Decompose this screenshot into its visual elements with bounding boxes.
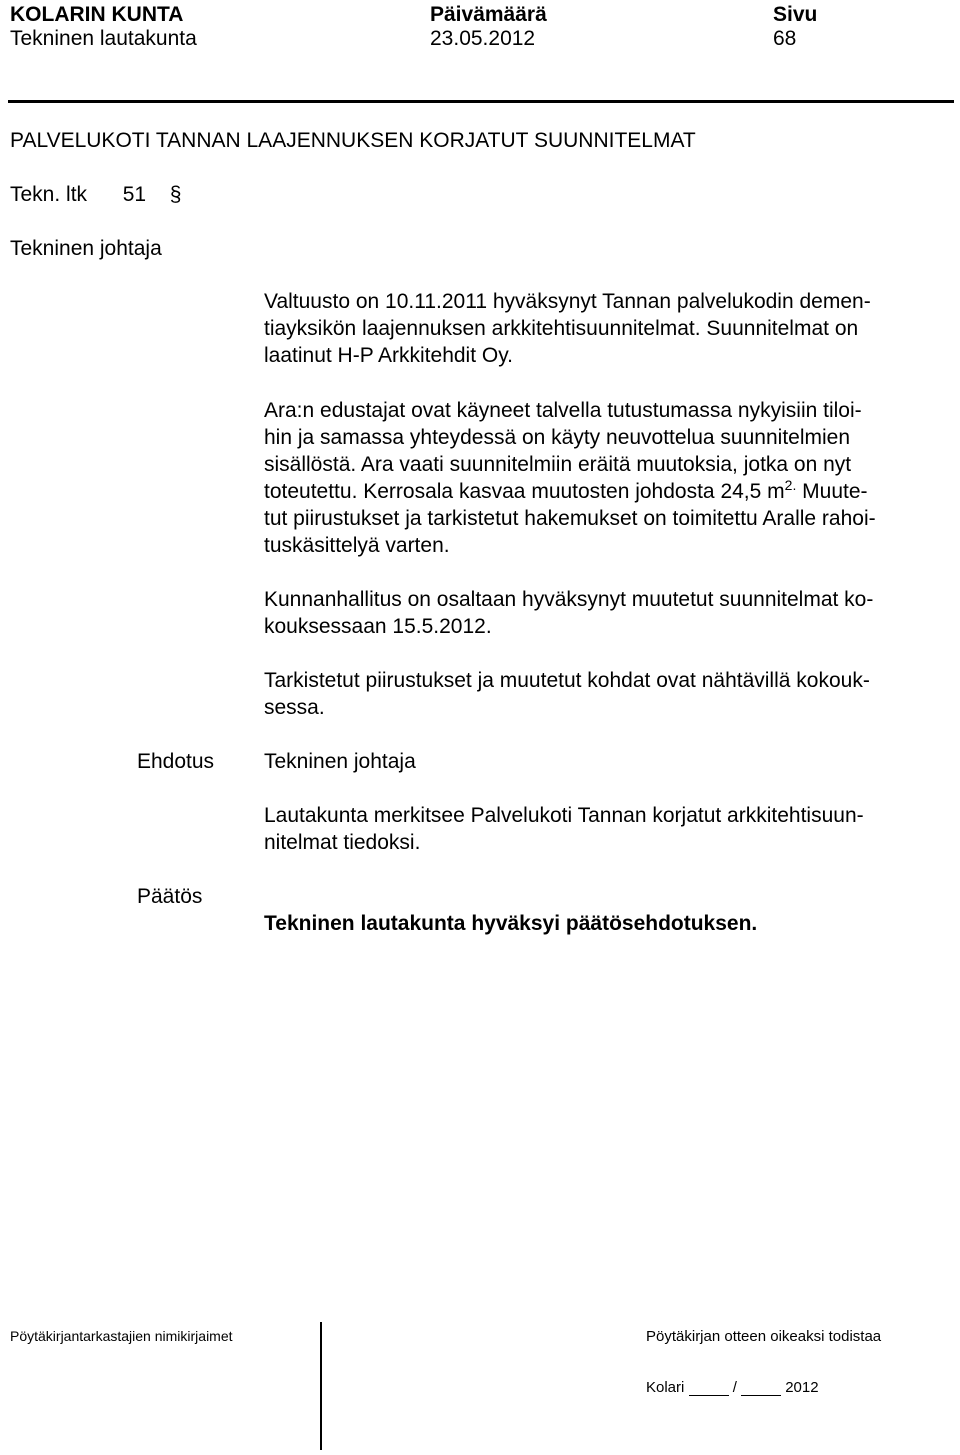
presenter: Tekninen johtaja [10,237,162,260]
paragraph-line: sisällöstä. Ara vaati suunnitelmiin eräitä muutoksia, jotka on nyt [264,453,852,476]
paragraph-line: Tarkistetut piirustukset ja muutetut kohdat ovat nähtävillä kokouk- [264,669,870,692]
paragraph-line: Valtuusto on 10.11.2011 hyväksynyt Tannan palvelukodin demen- [264,290,871,313]
paragraph-line: hin ja samassa yhteydessä on käyty neuvottelua suunnitelmien [264,426,851,449]
area-text: toteutettu. Kerrosala kasvaa muutosten johdosta 24,5 m [264,480,785,503]
paragraph-line: sessa. [264,696,325,719]
page-number: 68 [773,27,797,50]
date-label: Päivämäärä [430,3,547,26]
paragraph-line: tiayksikön laajennuksen arkkitehtisuunnitelmat. Suunnitelmat on [264,317,859,340]
document-title: PALVELUKOTI TANNAN LAAJENNUKSEN KORJATUT SUUNNITELMAT [10,129,696,152]
proposal-line: nitelmat tiedoksi. [264,831,421,854]
paragraph-1 [264,288,944,369]
reviewers-label: Pöytäkirjantarkastajien nimikirjaimet [10,1328,233,1344]
certified-label: Pöytäkirjan otteen oikeaksi todistaa [646,1328,882,1345]
section-symbol: § [169,183,182,206]
decision-text: Tekninen lautakunta hyväksyi päätösehdotuksen. [264,912,758,935]
paragraph-line: Ara:n edustajat ovat käyneet talvella tutustumassa nykyisiin tiloi- [264,399,862,422]
area-superscript: 2. [784,477,797,493]
proposal-presenter: Tekninen johtaja [264,750,416,773]
section-ref [10,181,181,208]
paragraph-3 [264,586,944,640]
section-ref-text: Tekn. ltk [10,183,88,206]
paragraph-line: Kunnanhallitus on osaltaan hyväksynyt muutetut suunnitelmat ko- [264,588,874,611]
paragraph-2 [264,397,944,559]
paragraph-line: kouksessaan 15.5.2012. [264,615,492,638]
org-name: KOLARIN KUNTA [10,3,184,26]
place-name: Kolari [646,1379,685,1396]
day-blank [689,1379,729,1396]
proposal-label: Ehdotus [137,750,215,773]
paragraph-line-with-superscript [264,478,944,505]
proposal-line: Lautakunta merkitsee Palvelukoti Tannan korjatut arkkitehtisuun- [264,804,864,827]
section-number: 51 [122,183,147,206]
paragraph-line: tut piirustukset ja tarkistetut hakemukset on toimitettu Aralle rahoi- [264,507,876,530]
area-continuation: Muute- [796,480,868,503]
paragraph-line: tuskäsittelyä varten. [264,534,450,557]
paragraph-line: laatinut H-P Arkkitehdit Oy. [264,344,513,367]
date-value: 23.05.2012 [430,27,536,50]
header-divider [8,100,954,103]
certification-line [646,1379,819,1396]
date-separator: / [732,1379,737,1396]
certification-year: 2012 [785,1379,819,1396]
decision-label: Päätös [137,885,203,908]
page-label: Sivu [773,3,818,26]
footer-divider [320,1322,322,1450]
paragraph-4 [264,667,944,721]
proposal-text [264,802,944,856]
committee-name: Tekninen lautakunta [10,27,197,50]
month-blank [741,1379,781,1396]
